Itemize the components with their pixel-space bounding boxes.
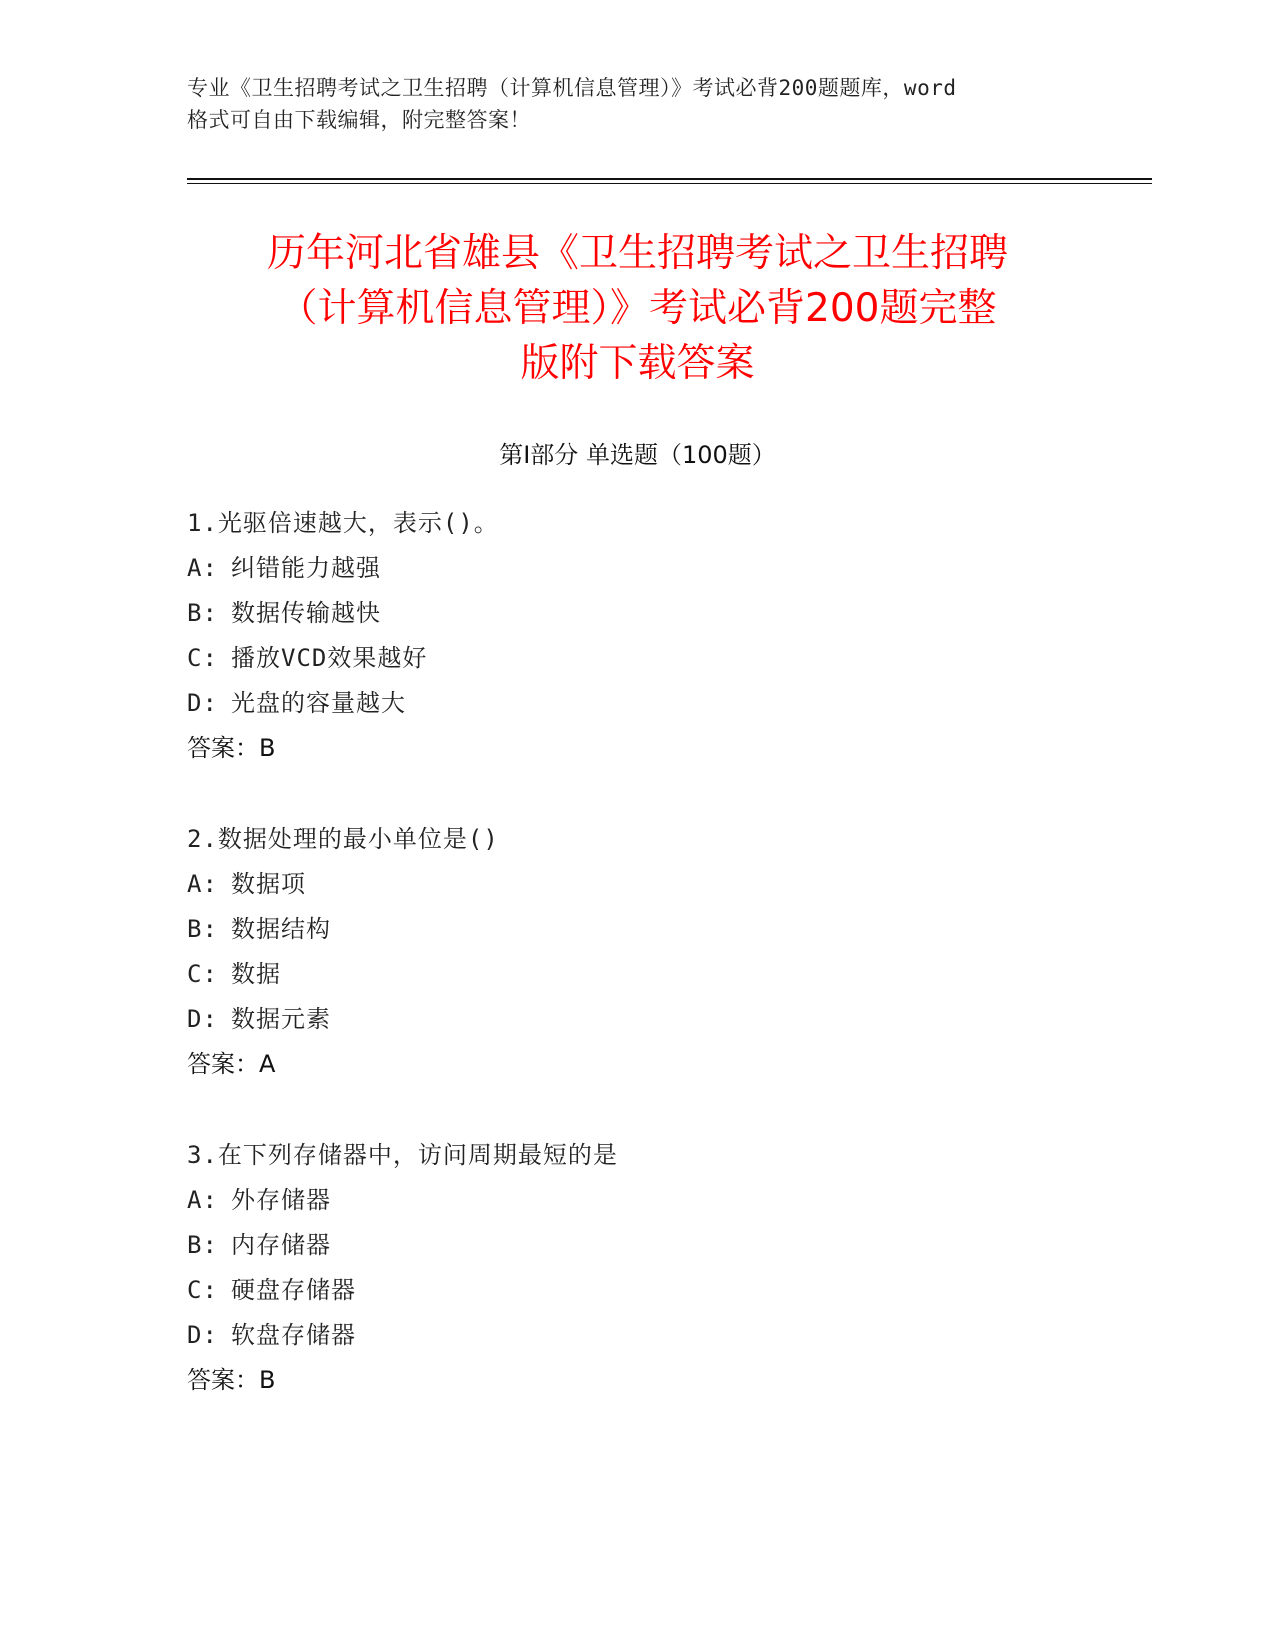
option-c: [187, 1268, 1147, 1313]
option-text: 内存储器: [231, 1231, 331, 1259]
section-title: 第Ⅰ部分 单选题（100题）: [499, 441, 776, 469]
question-stem: 2.数据处理的最小单位是(): [187, 825, 499, 853]
option-a: [187, 862, 1147, 907]
option-d: [187, 1313, 1147, 1358]
option-key: B:: [187, 599, 218, 627]
document-title-line-3: 版附下载答案: [520, 341, 755, 386]
option-text: 数据传输越快: [231, 599, 381, 627]
document-title-line-2: （计算机信息管理）》考试必背200题完整: [278, 286, 997, 331]
option-a: [187, 1178, 1147, 1223]
option-text: 纠错能力越强: [231, 554, 381, 582]
answer: 答案：A: [187, 1050, 276, 1078]
answer: 答案：B: [187, 1366, 276, 1394]
answer: 答案：B: [187, 734, 276, 762]
document-title: [140, 226, 1135, 391]
option-key: C:: [187, 1276, 218, 1304]
option-text: 数据: [231, 960, 281, 988]
option-text: 数据元素: [231, 1005, 331, 1033]
question-2: [187, 817, 1147, 1087]
option-key: A:: [187, 870, 218, 898]
header-note: [187, 72, 1087, 136]
option-c: [187, 952, 1147, 997]
option-text: 硬盘存储器: [231, 1276, 356, 1304]
option-key: B:: [187, 1231, 218, 1259]
header-note-line-2: 格式可自由下载编辑，附完整答案！: [187, 108, 531, 132]
option-c: [187, 636, 1147, 681]
option-d: [187, 681, 1147, 726]
document-title-line-1: 历年河北省雄县《卫生招聘考试之卫生招聘: [266, 231, 1008, 276]
option-key: C:: [187, 960, 218, 988]
option-text: 光盘的容量越大: [231, 689, 406, 717]
question-stem: 3.在下列存储器中，访问周期最短的是: [187, 1141, 618, 1169]
question-stem: 1.光驱倍速越大，表示()。: [187, 509, 499, 537]
option-text: 软盘存储器: [231, 1321, 356, 1349]
option-key: A:: [187, 554, 218, 582]
option-key: A:: [187, 1186, 218, 1214]
header-note-line-1: 专业《卫生招聘考试之卫生招聘（计算机信息管理）》考试必背200题题库，word: [187, 76, 957, 100]
option-key: C:: [187, 644, 218, 672]
option-a: [187, 546, 1147, 591]
option-key: B:: [187, 915, 218, 943]
option-b: [187, 1223, 1147, 1268]
option-text: 数据结构: [231, 915, 331, 943]
option-key: D:: [187, 689, 218, 717]
option-key: D:: [187, 1005, 218, 1033]
header-rule-thick: [187, 178, 1152, 180]
question-3: [187, 1133, 1147, 1403]
option-b: [187, 907, 1147, 952]
option-text: 数据项: [231, 870, 306, 898]
option-text: 外存储器: [231, 1186, 331, 1214]
option-b: [187, 591, 1147, 636]
option-d: [187, 997, 1147, 1042]
option-key: D:: [187, 1321, 218, 1349]
header-rule-thin: [187, 183, 1152, 184]
question-1: [187, 501, 1147, 771]
option-text: 播放VCD效果越好: [231, 644, 428, 672]
